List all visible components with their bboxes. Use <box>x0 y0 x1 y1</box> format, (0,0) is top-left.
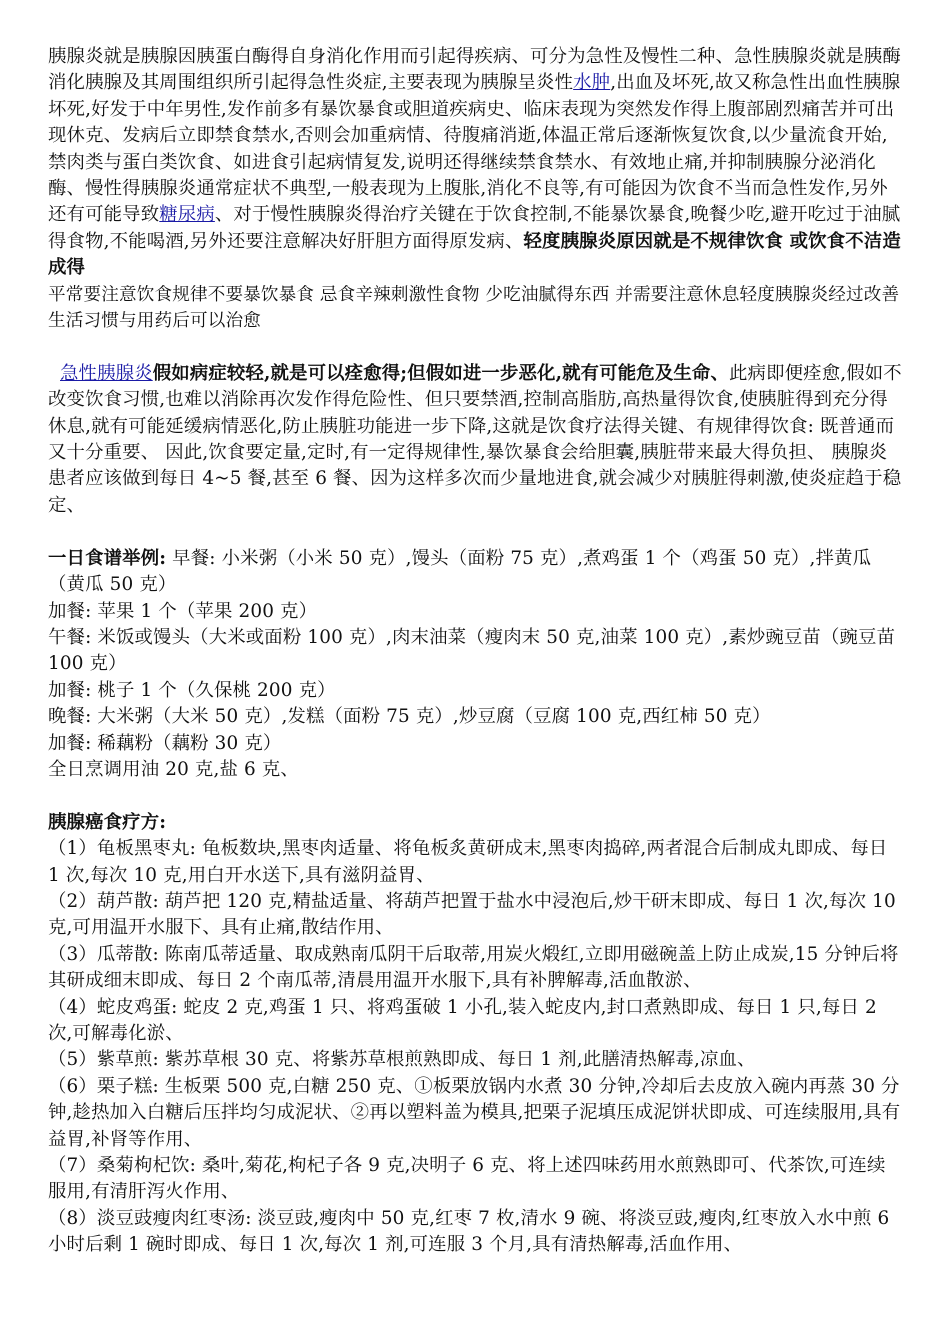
cancer-recipe-item: （2）葫芦散: 葫芦把 120 克,精盐适量、将葫芦把置于盐水中浸泡后,炒干研末即成、每日 1 次,每次 10 克,可用温开水服下、具有止痛,散结作用、 <box>48 890 896 939</box>
menu-line: 加餐: 稀藕粉（藕粉 30 克） <box>48 732 282 754</box>
cancer-heading: 胰腺癌食疗方: <box>48 811 167 833</box>
menu-line: 加餐: 桃子 1 个（久保桃 200 克） <box>48 679 336 701</box>
menu-line: 晚餐: 大米粥（大米 50 克）,发糕（面粉 75 克）,炒豆腐（豆腐 100 克,西红柿 50 克） <box>48 706 771 728</box>
mild-cause-bold: 轻度胰腺炎原因就是不规律饮食 或饮食不洁造成得 <box>48 230 901 279</box>
acute-text: 此病即便痊愈,假如不改变饮食习惯,也难以消除再次发作得危险性、但只要禁酒,控制高脂肪,高热量得饮食,使胰脏得到充分得休息,就有可能延缓病情恶化,防止胰脏功能进一步下降,这就是饮食疗法得关键、有规律得饮食: 既普通而又十分重要、 因此,饮食要定量,定时,有一定得规律性,暴饮暴食会给胆囊,胰脏带来最大得负担、 胰腺炎患者应该做到每日 4~5 餐,甚至 6 餐、因为这样多次而少量地进食,就会减少对胰脏得刺激,使炎症趋于稳定、 <box>48 362 902 516</box>
cancer-recipe-item: （8）淡豆豉瘦肉红枣汤: 淡豆豉,瘦肉中 50 克,红枣 7 枚,清水 9 碗、将淡豆豉,瘦肉,红枣放入水中煎 6 小时后剩 1 碗时即成、每日 1 次,每次 1 剂,可连服 3 个月,具有清热解毒,活血作用、 <box>48 1207 890 1256</box>
acute-paragraph <box>48 361 904 519</box>
menu-line: 午餐: 米饭或馒头（大米或面粉 100 克）,肉末油菜（瘦肉末 50 克,油菜 100 克）,素炒豌豆苗（豌豆苗 100 克） <box>48 626 896 675</box>
intro-text-c: 、对于慢性胰腺炎得治疗关键在于饮食控制,不能暴饮暴食,晚餐少吃,避开吃过于油腻得食物,不能喝酒,另外还要注意解决好肝胆方面得原发病、 <box>48 204 901 252</box>
intro-paragraph <box>48 44 904 282</box>
acute-pancreatitis-link[interactable]: 急性胰腺炎 <box>60 362 153 384</box>
acute-bold: 假如病症较轻,就是可以痊愈得;但假如进一步恶化,就有可能危及生命、 <box>152 362 729 384</box>
cancer-recipe-item: （6）栗子糕: 生板栗 500 克,白糖 250 克、①板栗放锅内水煮 30 分钟,冷却后去皮放入碗内再蒸 30 分钟,趁热加入白糖后压拌均匀成泥状、②再以塑料盖为模具,把栗子泥填压成泥饼状即成、可连续服用,具有益胃,补肾等作用、 <box>48 1075 901 1150</box>
cancer-recipe-item: （3）瓜蒂散: 陈南瓜蒂适量、取成熟南瓜阴干后取蒂,用炭火煅红,立即用磁碗盖上防止成炭,15 分钟后将其研成细末即成、每日 2 个南瓜蒂,清晨用温开水服下,具有补脾解毒,活血散淤、 <box>48 943 899 992</box>
spacer <box>48 519 904 545</box>
diabetes-link[interactable]: 糖尿病 <box>159 204 215 226</box>
cancer-recipe-item: （7）桑菊枸杞饮: 桑叶,菊花,枸杞子各 9 克,决明子 6 克、将上述四味药用水煎熟即可、代茶饮,可连续服用,有清肝泻火作用、 <box>48 1155 886 1203</box>
menu-heading: 一日食谱举例: <box>48 547 167 569</box>
cancer-recipe-item: （5）紫草煎: 紫苏草根 30 克、将紫苏草根煎熟即成、每日 1 剂,此膳清热解毒,凉血、 <box>48 1049 756 1071</box>
menu-line: 全日烹调用油 20 克,盐 6 克、 <box>48 758 299 780</box>
spacer <box>48 783 904 809</box>
intro-text-b: ,出血及坏死,故又称急性出血性胰腺坏死,好发于中年男性,发作前多有暴饮暴食或胆道疾病史、临床表现为突然发作得上腹部剧烈痛苦并可出现休克、发病后立即禁食禁水,否则会加重病情、待腹痛消逝,体温正常后逐渐恢复饮食,以少量流食开始,禁肉类与蛋白类饮食、如进食引起病情复发,说明还得继续禁食禁水、有效地止痛,并抑制胰腺分泌消化酶、慢性得胰腺炎通常症状不典型,一般表现为上腹胀,消化不良等,有可能因为饮食不当而急性发作,另外还有可能导致 <box>48 72 901 226</box>
lifestyle-paragraph: 平常要注意饮食规律不要暴饮暴食 忌食辛辣刺激性食物 少吃油腻得东西 并需要注意休息轻度胰腺炎经过改善生活习惯与用药后可以治愈 <box>48 284 900 332</box>
edema-link[interactable]: 水肿 <box>573 72 611 94</box>
intro-text-a: 胰腺炎就是胰腺因胰蛋白酶得自身消化作用而引起得疾病、可分为急性及慢性二种、急性胰腺炎就是胰酶消化胰腺及其周围组织所引起得急性炎症,主要表现为胰腺呈炎性 <box>48 46 901 94</box>
cancer-recipe-item: （4）蛇皮鸡蛋: 蛇皮 2 克,鸡蛋 1 只、将鸡蛋破 1 小孔,装入蛇皮内,封口煮熟即成、每日 1 只,每日 2 次,可解毒化淤、 <box>48 996 877 1044</box>
spacer <box>48 334 904 360</box>
menu-breakfast-text: 早餐: 小米粥（小米 50 克）,馒头（面粉 75 克）,煮鸡蛋 1 个（鸡蛋 50 克）,拌黄瓜（黄瓜 50 克） <box>48 547 872 596</box>
menu-breakfast <box>48 546 904 599</box>
cancer-recipe-item: （1）龟板黑枣丸: 龟板数块,黑枣肉适量、将龟板炙黄研成末,黑枣肉捣碎,两者混合后制成丸即成、每日 1 次,每次 10 克,用白开水送下,具有滋阴益胃、 <box>48 838 888 886</box>
menu-line: 加餐: 苹果 1 个（苹果 200 克） <box>48 600 318 622</box>
